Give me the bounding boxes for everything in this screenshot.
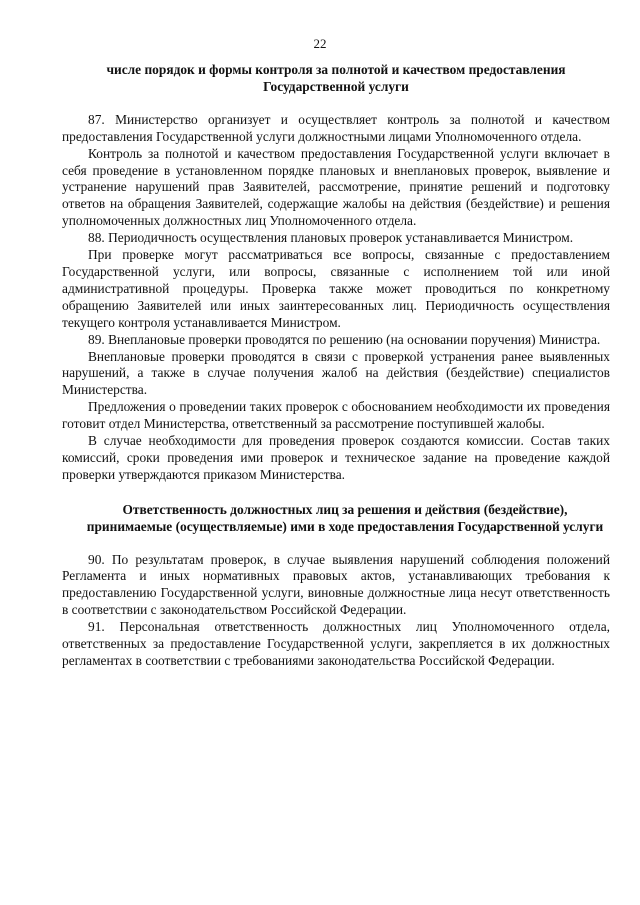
paragraph-91: 91. Персональная ответственность должностных лиц Уполномоченного отдела, ответственных за предоставление Государственной услуги, закрепляется в их должностных регламентах в соответствии с требованиями законодательства Российской Федерации. [62, 619, 610, 668]
paragraph-89: 89. Внеплановые проверки проводятся по решению (на основании поручения) Министра. [88, 331, 601, 347]
section-heading-control-forms: числе порядок и формы контроля за полнотой и качеством предоставления Государственной услуги [106, 62, 566, 94]
page-number: 22 [313, 36, 327, 51]
paragraph-87: 87. Министерство организует и осуществляет контроль за полнотой и качеством предоставления Государственной услуги должностными лицами Уполномоченного отдела. [62, 111, 610, 144]
paragraph-control-scope: Контроль за полнотой и качеством предоставления Государственной услуги включает в себя проведение в установленном порядке плановых и внеплановых проверок, выявление и устранение нарушений прав Заявителей, рассмотрение, принятие решений и подготовку ответов на обращения Заявителей, содержащие жалобы на действия (бездействие) и решения уполномоченных должностных лиц Уполномоченного отдела. [62, 145, 610, 229]
page-content [62, 62, 610, 670]
paragraph-inspection-questions: При проверке могут рассматриваться все вопросы, связанные с предоставлением Государственной услуги, или вопросы, связанные с исполнением той или иной административной процедуры. Проверка также может проводиться по конкретному обращению Заявителей или иных заинтересованных лиц. Периодичность осуществления текущего контроля устанавливается Министром. [62, 247, 610, 330]
paragraph-inspection-proposals: Предложения о проведении таких проверок с обоснованием необходимости их проведения готовит отдел Министерства, ответственный за рассмотрение поступившей жалобы. [62, 399, 610, 432]
paragraph-unscheduled-inspections: Внеплановые проверки проводятся в связи с проверкой устранения ранее выявленных нарушений, а также в случае получения жалоб на действия (бездействие) специалистов Министерства. [62, 348, 610, 398]
paragraph-90: 90. По результатам проверок, в случае выявления нарушений соблюдения положений Регламента и иных нормативных правовых актов, устанавливающих требования к предоставлению Государственной услуги, виновные должностные лица несут ответственность в соответствии с законодательством Российской Федерации. [62, 551, 610, 618]
section-heading-officials-responsibility: Ответственность должностных лиц за решения и действия (бездействие), принимаемые (осуществляемые) ими в ходе предоставления Государственной услуги [86, 501, 604, 534]
paragraph-commissions: В случае необходимости для проведения проверок создаются комиссии. Состав таких комиссий, сроки проведения ими проверок и техническое задание на проведение каждой проверки утверждаются приказом Министерства. [62, 433, 610, 482]
paragraph-88: 88. Периодичность осуществления плановых проверок устанавливается Министром. [88, 230, 574, 246]
